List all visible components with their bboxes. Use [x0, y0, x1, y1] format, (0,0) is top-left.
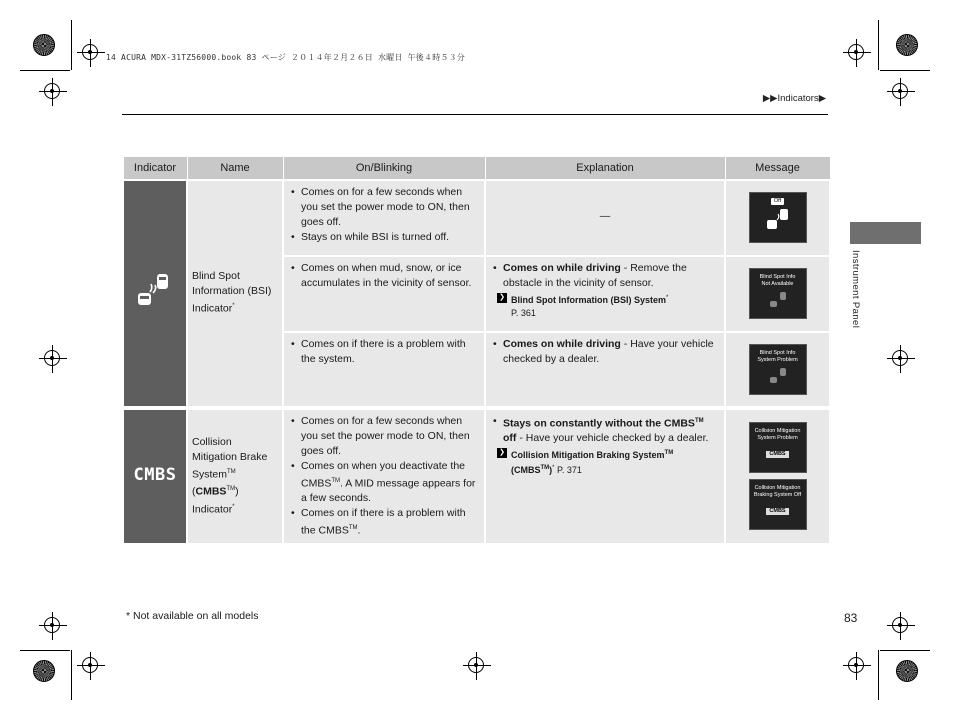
bsi-row2-explanation-cell — [485, 256, 725, 332]
cmbs-indicator-cell — [123, 408, 187, 544]
crop-line — [878, 650, 879, 700]
header-explanation: Explanation — [485, 157, 725, 180]
screen-line: Blind Spot Info — [759, 274, 796, 280]
cmbs-exp-bold-b: off — [503, 432, 517, 444]
breadcrumb-tail: ▶ — [818, 93, 826, 104]
cmbs-cross-reference[interactable] — [499, 447, 718, 477]
cmbs-on-item3b: . — [357, 524, 361, 537]
crop-cross-icon — [82, 657, 98, 673]
screen-line: Collision Mitigation — [754, 428, 801, 434]
header-indicator: Indicator — [123, 157, 187, 180]
page-number: 83 — [844, 611, 858, 625]
bsi-ref-star: * — [666, 294, 669, 301]
blind-spot-icon — [766, 366, 790, 386]
list-item — [492, 261, 718, 291]
bsi-cross-reference[interactable] — [499, 292, 718, 320]
cmbs-indicator-icon: CMBS — [133, 464, 177, 485]
crop-line — [878, 20, 879, 70]
bsi-ref-page[interactable]: P. 361 — [511, 307, 536, 318]
cross-reference-arrow-icon: ❯ — [497, 293, 507, 303]
bsi-row2-exp-bold: Comes on while driving — [503, 261, 621, 274]
tm-mark: TM — [331, 477, 341, 484]
list-item — [492, 414, 718, 447]
bsi-row3-exp-bold: Comes on while driving — [503, 337, 621, 350]
cmbs-ref-title-b[interactable]: (CMBS — [511, 465, 541, 475]
crop-cross-icon — [892, 617, 908, 633]
screen-line: Braking System Off — [753, 492, 802, 498]
list-item: • Comes on when mud, snow, or ice accumulates in the vicinity of sensor. — [290, 261, 478, 291]
cmbs-exp-bold-a: Stays on constantly without the CMBS — [503, 417, 695, 429]
cmbs-name-a: Collision Mitigation Brake System — [192, 435, 268, 481]
cmbs-on-item2a: Comes on when you deactivate the CMBS — [301, 459, 466, 489]
screen-line: Blind Spot Info — [759, 349, 796, 356]
tm-mark: TM — [540, 465, 550, 471]
cmbs-name-open: ( — [192, 485, 196, 498]
bsi-row2-message-cell — [725, 256, 830, 332]
cmbs-message-cell — [725, 408, 830, 544]
crop-cross-icon — [44, 350, 60, 366]
bsi-name: Blind Spot Information (BSI) Indicator — [192, 270, 272, 315]
bsi-row3-message-cell — [725, 332, 830, 408]
cross-reference-arrow-icon: ❯ — [497, 448, 507, 458]
crop-cross-icon — [892, 350, 908, 366]
tm-mark: TM — [664, 450, 674, 456]
cmbs-on-cell — [283, 408, 485, 544]
cmbs-name-b: Indicator — [192, 503, 233, 516]
bsi-row3-explanation-cell — [485, 332, 725, 408]
crop-line — [71, 20, 72, 70]
crop-line — [20, 650, 70, 651]
blind-spot-indicator-icon — [135, 271, 175, 311]
screen-line: System Problem — [757, 356, 798, 363]
list-item — [290, 506, 478, 539]
crop-cross-icon — [848, 657, 864, 673]
header-rule — [122, 114, 828, 115]
cmbs-name-bold: CMBS — [195, 485, 227, 498]
header-name: Name — [187, 157, 283, 180]
cmbs-ref-star: * — [552, 465, 555, 471]
bsi-name-cell — [187, 180, 283, 408]
bsi-row1-explanation: — — [485, 180, 725, 256]
screen-line: System Problem — [757, 435, 798, 441]
crop-line — [20, 70, 70, 71]
bsi-row3-on-cell — [283, 332, 485, 408]
mid-screen-cmbs-system-problem — [749, 422, 807, 473]
bsi-row1-on-cell — [283, 180, 485, 256]
breadcrumb-label[interactable]: Indicators — [777, 93, 819, 104]
bsi-row3-exp-text: - Have your vehicle checked by a dealer. — [503, 337, 714, 365]
indicator-table — [122, 156, 831, 545]
list-item: • Comes on for a few seconds when you set the power mode to ON, then goes off. — [290, 185, 478, 230]
bsi-row1-message-cell — [725, 180, 830, 256]
tm-mark: TM — [227, 468, 236, 475]
cmbs-exp-text: - Have your vehicle checked by a dealer. — [516, 432, 709, 444]
bsi-row2-on-cell — [283, 256, 485, 332]
registration-disc-bottom-left — [33, 660, 55, 682]
screen-line: Not Available — [761, 281, 794, 287]
cmbs-asterisk: * — [232, 503, 235, 510]
section-tab[interactable] — [850, 222, 921, 244]
crop-cross-icon — [44, 83, 60, 99]
list-item: • Comes on for a few seconds when you set the power mode to ON, then goes off. — [290, 414, 478, 459]
breadcrumb — [763, 93, 826, 104]
off-badge: Off — [771, 198, 784, 205]
breadcrumb-arrows: ▶▶ — [762, 93, 778, 104]
bsi-asterisk: * — [232, 303, 235, 310]
list-item — [290, 459, 478, 507]
cmbs-ref-title-a[interactable]: Collision Mitigation Braking System — [511, 450, 665, 460]
mid-screen-bsi-off — [749, 192, 807, 243]
cmbs-ref-page[interactable]: P. 371 — [554, 465, 582, 475]
crop-line — [880, 70, 930, 71]
print-header: 14 ACURA MDX-31TZ56000.book 83 ページ ２０１４年２月２６日 水曜日 午後４時５３分 — [106, 53, 465, 62]
cmbs-name-close: ) — [235, 485, 239, 498]
bsi-ref-title[interactable]: Blind Spot Information (BSI) System — [511, 294, 667, 305]
tm-mark: TM — [226, 486, 236, 493]
crop-cross-icon — [892, 83, 908, 99]
crop-cross-icon — [848, 44, 864, 60]
cmbs-ref-title-c[interactable]: ) — [549, 465, 553, 475]
bsi-row2-exp-text: - Remove the obstacle in the vicinity of sensor. — [503, 261, 687, 289]
registration-disc-top-left — [33, 34, 55, 56]
crop-cross-icon — [468, 657, 484, 673]
mid-screen-cmbs-off — [749, 479, 807, 530]
tm-mark: TM — [694, 417, 704, 424]
tm-mark: TM — [348, 525, 358, 531]
registration-disc-top-right — [896, 34, 918, 56]
footnote: * Not available on all models — [126, 610, 259, 622]
mid-screen-bsi-system-problem — [749, 344, 807, 395]
screen-line: Collision Mitigation — [754, 485, 801, 491]
blind-spot-icon — [766, 290, 790, 310]
table-row — [123, 180, 830, 256]
crop-line — [71, 650, 72, 700]
cmbs-on-item3a: Comes on if there is a problem with the CMBS — [301, 507, 466, 537]
header-on-blinking: On/Blinking — [283, 157, 485, 180]
list-item — [492, 337, 718, 367]
section-tab-label: Instrument Panel — [850, 250, 861, 329]
header-message: Message — [725, 157, 830, 180]
list-item: • Comes on if there is a problem with the system. — [290, 337, 478, 367]
list-item: • Stays on while BSI is turned off. — [290, 230, 478, 245]
cmbs-explanation-cell — [485, 408, 725, 544]
table-header-row — [123, 157, 830, 180]
crop-line — [880, 650, 930, 651]
cmbs-on-item2b: . A MID message appears for a few seconds. — [301, 477, 476, 504]
cmbs-badge: CMBS — [766, 451, 788, 458]
mid-screen-bsi-not-available — [749, 268, 807, 319]
cmbs-badge: CMBS — [766, 508, 788, 515]
table-row — [123, 408, 830, 544]
crop-cross-icon — [44, 617, 60, 633]
crop-cross-icon — [82, 44, 98, 60]
blind-spot-icon — [763, 207, 793, 231]
cmbs-name-cell — [187, 408, 283, 544]
registration-disc-bottom-right — [896, 660, 918, 682]
bsi-indicator-cell — [123, 180, 187, 408]
